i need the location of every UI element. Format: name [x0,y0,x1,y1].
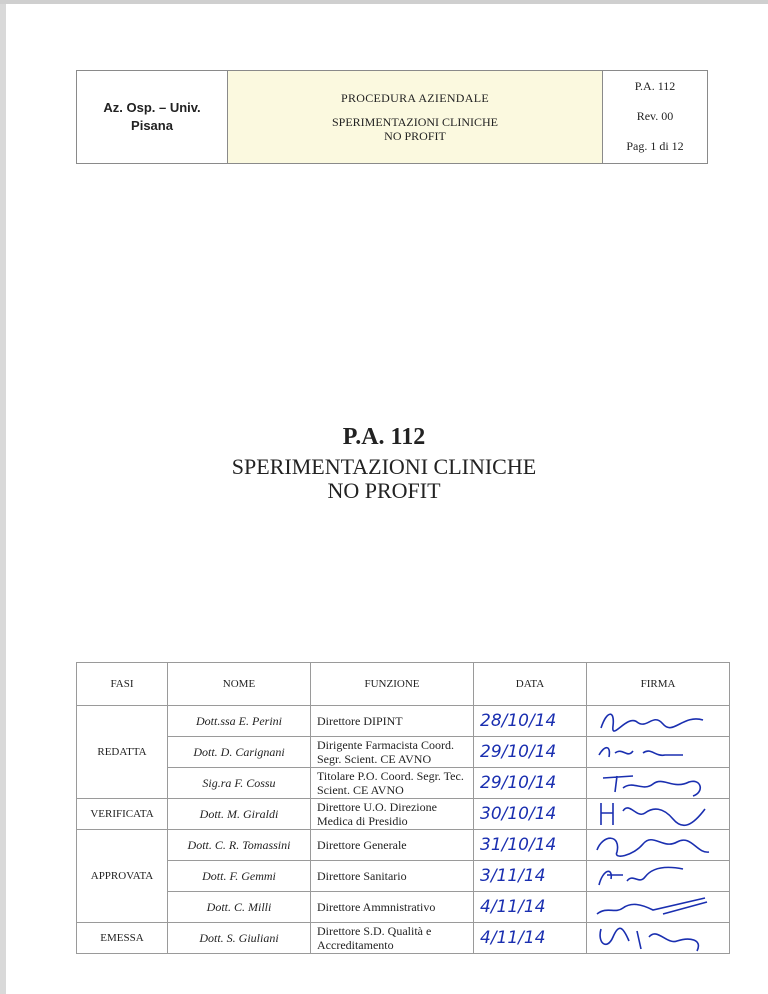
procedure-title-cell [228,71,603,163]
col-header-funzione: FUNZIONE [311,663,474,706]
date-cell: 3/11/14 [474,861,587,892]
document-header [76,70,708,164]
function-cell: Dirigente Farmacista Coord. Segr. Scient. CE AVNO [311,737,474,768]
name-cell: Sig.ra F. Cossu [168,768,311,799]
procedure-subtitle-line2: NO PROFIT [384,129,446,143]
table-row [77,892,730,923]
handwritten-signature-icon [593,768,711,798]
procedure-type: PROCEDURA AZIENDALE [340,91,490,105]
handwritten-signature-icon [593,923,711,953]
function-cell: Direttore U.O. Direzione Medica di Presidio [311,799,474,830]
table-row [77,861,730,892]
name-cell: Dott. C. R. Tomassini [168,830,311,861]
col-header-nome: NOME [168,663,311,706]
handwritten-signature-icon [593,706,711,736]
table-row [77,706,730,737]
col-header-firma: FIRMA [587,663,730,706]
col-header-data: DATA [474,663,587,706]
function-cell: Direttore S.D. Qualità e Accreditamento [311,923,474,954]
date-cell: 29/10/14 [474,768,587,799]
handwritten-signature-icon [593,799,711,829]
table-row [77,923,730,954]
name-cell: Dott.ssa E. Perini [168,706,311,737]
phase-verificata: VERIFICATA [77,799,168,830]
phase-approvata: APPROVATA [77,830,168,923]
col-header-fasi: FASI [77,663,168,706]
main-title-line1: SPERIMENTAZIONI CLINICHE [231,454,537,479]
handwritten-signature-icon [593,737,711,767]
document-code: P.A. 112 [634,79,676,93]
date-cell: 30/10/14 [474,799,587,830]
signature-cell [587,706,730,737]
main-title [0,455,768,503]
handwritten-signature-icon [593,892,711,922]
name-cell: Dott. D. Carignani [168,737,311,768]
function-cell: Direttore Sanitario [311,861,474,892]
date-cell: 29/10/14 [474,737,587,768]
procedure-subtitle-line1: SPERIMENTAZIONI CLINICHE [331,115,499,129]
main-title-code: P.A. 112 [342,424,426,450]
organization-cell [77,71,228,163]
name-cell: Dott. M. Giraldi [168,799,311,830]
signature-cell [587,830,730,861]
name-cell: Dott. S. Giuliani [168,923,311,954]
table-row [77,799,730,830]
org-name-line1: Az. Osp. – Univ. [103,100,201,115]
page-number: Pag. 1 di 12 [626,139,684,153]
phase-emessa: EMESSA [77,923,168,954]
table-header-row [77,663,730,706]
function-cell: Titolare P.O. Coord. Segr. Tec. Scient. CE AVNO [311,768,474,799]
table-row [77,768,730,799]
table-row [77,737,730,768]
phase-redatta: REDATTA [77,706,168,799]
signature-cell [587,892,730,923]
approval-table [76,662,730,954]
signature-cell [587,768,730,799]
handwritten-signature-icon [593,861,711,891]
function-cell: Direttore Generale [311,830,474,861]
handwritten-signature-icon [593,830,711,860]
scan-border-top [0,0,768,4]
signature-cell [587,861,730,892]
date-cell: 4/11/14 [474,892,587,923]
signature-cell [587,737,730,768]
function-cell: Direttore Ammnistrativo [311,892,474,923]
org-name-line2: Pisana [131,118,173,133]
main-title-line2: NO PROFIT [327,478,441,503]
date-cell: 28/10/14 [474,706,587,737]
signature-cell [587,923,730,954]
revision: Rev. 00 [636,109,674,123]
date-cell: 31/10/14 [474,830,587,861]
date-cell: 4/11/14 [474,923,587,954]
function-cell: Direttore DIPINT [311,706,474,737]
document-info-cell [603,71,707,163]
name-cell: Dott. F. Gemmi [168,861,311,892]
table-row [77,830,730,861]
name-cell: Dott. C. Milli [168,892,311,923]
signature-cell [587,799,730,830]
